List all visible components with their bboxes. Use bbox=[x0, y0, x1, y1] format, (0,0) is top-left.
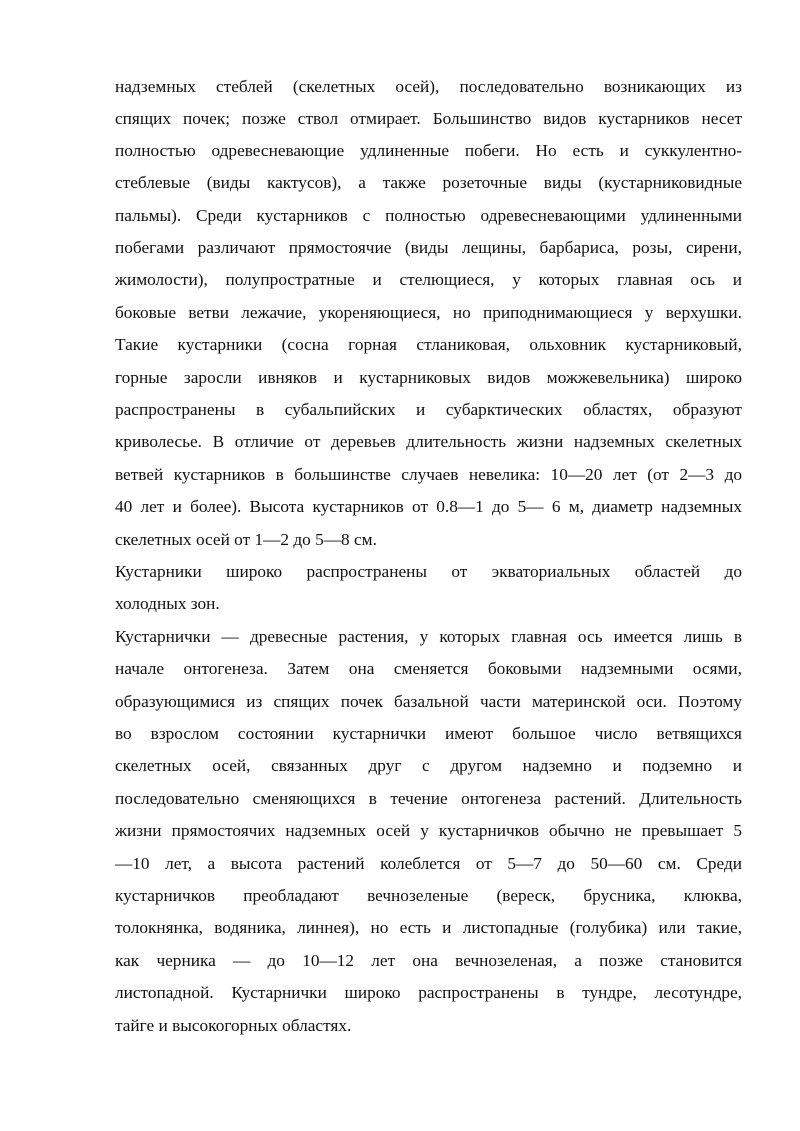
text-line: жизни прямостоячих надземных осей у кустарничков обычно не превышает 5 bbox=[115, 821, 742, 840]
text-line: надземных стеблей (скелетных осей), последовательно возникающих из bbox=[115, 77, 742, 96]
text-line: Такие кустарники (сосна горная стланиковая, ольховник кустарниковый, bbox=[115, 335, 742, 354]
text-line: ветвей кустарников в большинстве случаев невелика: 10—20 лет (от 2—3 до bbox=[115, 465, 742, 484]
text-line: начале онтогенеза. Затем она сменяется боковыми надземными осями, bbox=[115, 659, 742, 678]
text-line: кустарничков преобладают вечнозеленые (вереск, брусника, клюква, bbox=[115, 886, 742, 905]
text-line: скелетных осей, связанных друг с другом надземно и подземно и bbox=[115, 756, 742, 775]
text-line: пальмы). Среди кустарников с полностью одревесневающими удлиненными bbox=[115, 206, 742, 225]
text-line: последовательно сменяющихся в течение онтогенеза растений. Длительность bbox=[115, 789, 742, 808]
text-line: листопадной. Кустарнички широко распространены в тундре, лесотундре, bbox=[115, 983, 742, 1002]
text-line: стеблевые (виды кактусов), а также розеточные виды (кустарниковидные bbox=[115, 173, 742, 192]
text-line: распространены в субальпийских и субарктических областях, образуют bbox=[115, 400, 742, 419]
text-line: —10 лет, а высота растений колеблется от 5—7 до 50—60 см. Среди bbox=[115, 854, 742, 873]
text-line: Кустарники широко распространены от экваториальных областей до bbox=[115, 562, 742, 581]
text-line: спящих почек; позже ствол отмирает. Большинство видов кустарников несет bbox=[115, 109, 742, 128]
text-line: криволесье. В отличие от деревьев длительность жизни надземных скелетных bbox=[115, 432, 742, 451]
text-line: горные заросли ивняков и кустарниковых видов можжевельника) широко bbox=[115, 368, 742, 387]
text-line: толокнянка, водяника, линнея), но есть и листопадные (голубика) или такие, bbox=[115, 918, 742, 937]
text-line: жимолости), полупростратные и стелющиеся, у которых главная ось и bbox=[115, 270, 742, 289]
paragraph-end-line: холодных зон. bbox=[115, 594, 220, 613]
text-line: Кустарнички — древесные растения, у которых главная ось имеется лишь в bbox=[115, 627, 742, 646]
text-line: полностью одревесневающие удлиненные побеги. Но есть и суккулентно- bbox=[115, 141, 742, 160]
text-line: побегами различают прямостоячие (виды лещины, барбариса, розы, сирени, bbox=[115, 238, 742, 257]
text-line: 40 лет и более). Высота кустарников от 0.8—1 до 5— 6 м, диаметр надземных bbox=[115, 497, 742, 516]
paragraph-end-line: тайге и высокогорных областях. bbox=[115, 1016, 352, 1035]
paragraph-end-line: скелетных осей от 1—2 до 5—8 см. bbox=[115, 530, 377, 549]
text-line: как черника — до 10—12 лет она вечнозеленая, а позже становится bbox=[115, 951, 742, 970]
text-line: образующимися из спящих почек базальной части материнской оси. Поэтому bbox=[115, 692, 742, 711]
text-line: боковые ветви лежачие, укореняющиеся, но приподнимающиеся у верхушки. bbox=[115, 303, 742, 322]
text-line: во взрослом состоянии кустарнички имеют большое число ветвящихся bbox=[115, 724, 742, 743]
